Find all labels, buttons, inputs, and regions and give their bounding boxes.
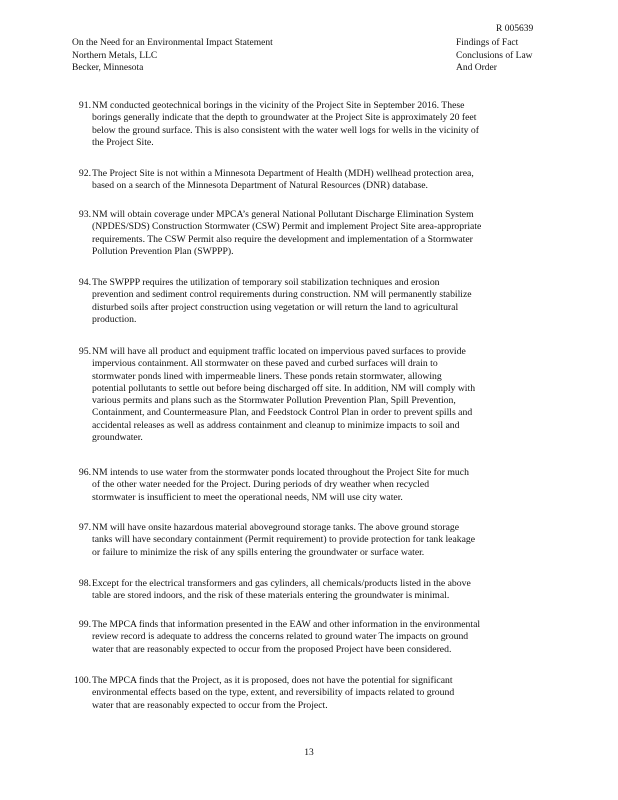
paragraph-91	[65, 100, 555, 149]
paragraph-line: water that are reasonably expected to occur from the proposed Project have been considered.	[92, 643, 452, 655]
paragraph-number: 98.	[78, 578, 91, 589]
document-id: R 005639	[496, 24, 534, 34]
header-location: Becker, Minnesota	[72, 63, 144, 73]
header-company: Northern Metals, LLC	[72, 50, 158, 61]
paragraph-line: disturbed soils after project construction using vegetation or will return the land to agricultural	[92, 301, 459, 313]
paragraph-line: environmental effects based on the type, extent, and reversibility of impacts related to ground	[92, 687, 455, 699]
paragraph-number: 91.	[78, 100, 91, 111]
paragraph-line: or failure to minimize the risk of any spills entering the groundwater or surface water.	[92, 546, 425, 558]
paragraph-line: stormwater is insufficient to meet the operational needs, NM will use city water.	[92, 491, 403, 503]
paragraph-number: 97.	[78, 522, 91, 533]
paragraph-line: The Project Site is not within a Minnesota Department of Health (MDH) wellhead protection area,	[92, 168, 474, 179]
paragraph-line: The MPCA finds that the Project, as it is proposed, does not have the potential for significant	[92, 675, 453, 686]
paragraph-number: 93.	[78, 209, 91, 220]
paragraph-95	[65, 346, 555, 444]
paragraph-98	[65, 578, 555, 603]
paragraph-line: (NPDES/SDS) Construction Stormwater (CSW) Permit and implement Project Site area-appropriate	[92, 221, 482, 233]
paragraph-line: NM intends to use water from the stormwater ponds located throughout the Project Site for much	[92, 467, 469, 478]
header-right	[456, 37, 533, 75]
header-left	[72, 37, 273, 75]
paragraph-99	[65, 619, 555, 656]
paragraph-100	[59, 675, 549, 712]
paragraph-line: Pollution Prevention Plan (SWPPP).	[92, 245, 234, 257]
paragraph-97	[65, 522, 555, 559]
paragraph-number: 95.	[78, 346, 91, 357]
paragraph-line: tanks will have secondary containment (Permit requirement) to provide protection for tank leakage	[92, 534, 476, 546]
paragraph-line: various permits and plans such as the Stormwater Pollution Prevention Plan, Spill Prevention,	[92, 395, 456, 407]
header-order: And Order	[456, 63, 497, 73]
paragraph-line: borings generally indicate that the depth to groundwater at the Project Site is approximately 20 feet	[92, 112, 477, 124]
paragraph-96	[65, 467, 555, 504]
page-number: 13	[304, 748, 314, 758]
paragraph-line: Except for the electrical transformers and gas cylinders, all chemicals/products listed in the above	[92, 578, 471, 589]
paragraph-line: groundwater.	[92, 432, 143, 444]
paragraph-line: based on a search of the Minnesota Department of Natural Resources (DNR) database.	[92, 180, 428, 192]
paragraph-line: NM conducted geotechnical borings in the vicinity of the Project Site in September 2016. These	[92, 100, 465, 111]
paragraph-line: The MPCA finds that information presented in the EAW and other information in the environmental	[92, 619, 481, 630]
paragraph-line: below the ground surface. This is also consistent with the water well logs for wells in the vicinity of	[92, 124, 479, 136]
paragraph-line: NM will obtain coverage under MPCA’s general National Pollutant Discharge Elimination System	[92, 209, 474, 220]
paragraph-93	[65, 209, 555, 258]
paragraph-line: potential pollutants to settle out before being discharged off site. In addition, NM will comply with	[92, 382, 476, 394]
paragraph-number: 92.	[78, 168, 91, 179]
paragraph-number: 100.	[74, 675, 91, 686]
paragraph-line: prevention and sediment control requirements during construction. NM will permanently stabilize	[92, 289, 472, 301]
paragraph-number: 94.	[78, 277, 91, 288]
paragraph-line: water that are reasonably expected to occur from the Project.	[92, 699, 328, 711]
paragraph-line: The SWPPP requires the utilization of temporary soil stabilization techniques and erosion	[92, 277, 440, 288]
paragraph-line: NM will have all product and equipment traffic located on impervious paved surfaces to provide	[92, 346, 466, 357]
paragraph-94	[65, 277, 555, 326]
paragraph-line: accidental releases as well as address containment and cleanup to minimize impacts to soil and	[92, 419, 460, 431]
header-conclusions: Conclusions of Law	[456, 50, 533, 61]
paragraph-number: 99.	[78, 619, 91, 630]
paragraph-line: stormwater ponds lined with impermeable liners. These ponds retain stormwater, allowing	[92, 370, 442, 382]
paragraph-line: the Project Site.	[92, 136, 154, 148]
header-findings: Findings of Fact	[456, 38, 519, 48]
paragraph-line: review record is adequate to address the concerns related to ground water The impacts on ground	[92, 631, 469, 643]
paragraph-line: NM will have onsite hazardous material aboveground storage tanks. The above ground storage	[92, 522, 460, 533]
paragraph-number: 96.	[78, 467, 91, 478]
paragraph-line: of the other water needed for the Project. During periods of dry weather when recycled	[92, 479, 430, 491]
header-title: On the Need for an Environmental Impact Statement	[72, 38, 273, 48]
paragraph-line: production.	[92, 313, 137, 325]
paragraph-line: impervious containment. All stormwater on these paved and curbed surfaces will drain to	[92, 358, 438, 370]
paragraph-92	[65, 168, 555, 193]
paragraph-line: Containment, and Countermeasure Plan, and Feedstock Control Plan in order to prevent spills and	[92, 407, 473, 419]
paragraph-line: table are stored indoors, and the risk of these materials entering the groundwater is minimal.	[92, 590, 450, 602]
paragraph-line: requirements. The CSW Permit also require the development and implementation of a Stormwater	[92, 233, 473, 245]
